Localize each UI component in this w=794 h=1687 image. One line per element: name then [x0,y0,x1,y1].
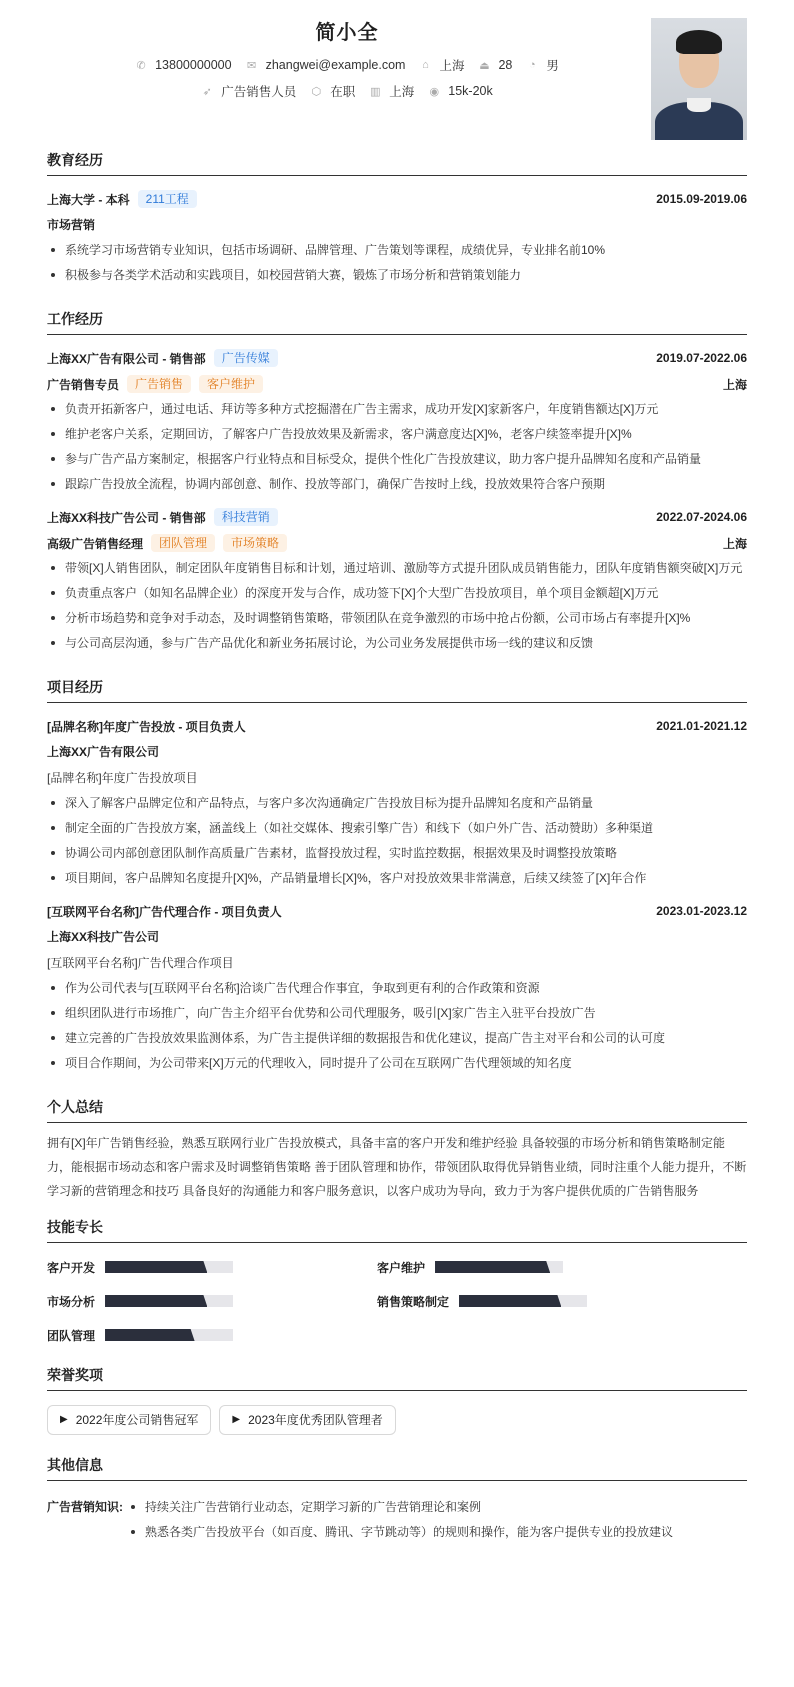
company-name: 上海XX科技广告公司 - 销售部 [47,510,206,525]
mail-icon: ✉ [246,59,257,72]
work-section [47,309,747,653]
bullet-item: 系统学习市场营销专业知识，包括市场调研、品牌管理、广告策划等课程，成绩优异，专业排名前10% [47,240,747,260]
section-title: 技能专长 [47,1217,747,1243]
skill-item [47,1325,377,1345]
bullet-item: 负责开拓新客户，通过电话、拜访等多种方式挖掘潜在广告主需求，成功开发[X]家新客户，年度销售额达[X]万元 [47,399,747,419]
job-date: 2019.07-2022.06 [656,351,747,365]
contact-text: 男 [546,59,559,73]
skill-name: 市场分析 [47,1294,96,1309]
entry-header [47,504,747,530]
profile-photo [651,18,747,140]
bullet-item: 维护老客户关系，定期回访，了解客户广告投放效果及新需求，客户满意度达[X]%，老客户续签率提升[X]% [47,424,747,444]
contact-item [478,56,512,74]
entry-header [47,345,747,371]
skill-bar [435,1261,563,1273]
contact-item [419,56,464,74]
section-title: 荣誉奖项 [47,1365,747,1391]
company-tag: 广告传媒 [214,349,278,367]
contact-item [526,56,559,74]
bullet-item: 积极参与各类学术活动和实践项目，如校园营销大赛，锻炼了市场分析和营销策划能力 [47,265,747,285]
skills-section [47,1217,747,1345]
age-icon: ⏏ [479,59,490,72]
contact-text: 广告销售人员 [221,85,297,99]
section-title: 项目经历 [47,677,747,703]
play-triangle-icon: ▶ [232,1414,241,1425]
company-group [47,508,278,526]
bullet-item: 协调公司内部创意团队制作高质量广告素材，监督投放过程，实时监控数据，根据效果及时调整投放策略 [47,843,747,863]
skill-name: 客户维护 [377,1260,426,1275]
contact-text: 15k-20k [448,84,493,98]
contact-text: 在职 [330,85,356,99]
contact-item [246,56,406,74]
entry-header [47,713,747,739]
bullet-item: 与公司高层沟通，参与广告产品优化和新业务拓展讨论，为公司业务发展提供市场一线的建议和反馈 [47,633,747,653]
role-tag: 客户维护 [199,375,263,393]
project-name: [互联网平台名称]广告代理合作 - 项目负责人 [47,904,282,919]
award-badge [219,1405,395,1435]
project-company: 上海XX科技广告公司 [47,930,160,944]
summary-text: 拥有[X]年广告销售经验，熟悉互联网行业广告投放模式，具备丰富的客户开发和维护经验 具备较强的市场分析和销售策略制定能力，能根据市场动态和客户需求及时调整销售策略 善于团队管理和协作，带领团队取得优异销售业绩，同时注重个人能力提升，不断学习新的营销理念和技巧 具备良好的沟通能力和客户服务意识，以客户成功为导向，致力于为客户提供优质的广告销售服务 [47,1136,747,1198]
section-title: 工作经历 [47,309,747,335]
contact-item [428,82,492,100]
role-tag: 团队管理 [151,534,215,552]
skill-name: 客户开发 [47,1260,96,1275]
bullet-item: 负责重点客户（如知名品牌企业）的深度开发与合作，成功签下[X]个大型广告投放项目，单个项目金额超[X]万元 [47,583,747,603]
bullet-item: 制定全面的广告投放方案，涵盖线上（如社交媒体、搜索引擎广告）和线下（如户外广告、活动赞助）多种渠道 [47,818,747,838]
job-date: 2022.07-2024.06 [656,510,747,524]
contact-text: 上海 [389,85,415,99]
skill-item [377,1257,747,1277]
status-icon: ⬡ [311,85,322,98]
project-company: 上海XX广告有限公司 [47,745,160,759]
home-icon: ⌂ [422,59,429,71]
skill-bar [105,1261,233,1273]
projects-section [47,677,747,1073]
contact-text: 上海 [439,59,465,73]
candidate-name: 简小全 [315,22,379,44]
skill-bar-fill [105,1295,207,1307]
contact-text: 28 [498,58,513,72]
role-tag: 市场策略 [223,534,287,552]
skill-name: 团队管理 [47,1328,96,1343]
contact-text: zhangwei@example.com [265,58,406,72]
section-title: 个人总结 [47,1097,747,1123]
job-city: 上海 [722,536,747,551]
role-name: 广告销售专员 [47,377,120,392]
contact-item [201,82,296,100]
role-group [47,375,263,393]
awards-section [47,1365,747,1435]
contact-item [135,56,231,74]
role-name: 高级广告销售经理 [47,536,144,551]
bullet-item: 组织团队进行市场推广，向广告主介绍平台优势和公司代理服务，吸引[X]家广告主入驻平台投放广告 [47,1003,747,1023]
role-row [47,371,747,397]
job-city: 上海 [722,377,747,392]
bullet-item: 项目期间，客户品牌知名度提升[X]%，产品销量增长[X]%，客户对投放效果非常满意，后续又续签了[X]年合作 [47,868,747,888]
bullet-item: 熟悉各类广告投放平台（如百度、腾讯、字节跳动等）的规则和操作，能为客户提供专业的投放建议 [127,1522,673,1542]
contact-item [369,82,414,100]
skill-bar [105,1329,233,1341]
contact-item [310,82,355,100]
phone-icon: ✆ [136,59,146,72]
edu-bullets [47,240,747,285]
work-entry [47,345,747,494]
project-bullets [47,978,747,1073]
resume-header [47,0,747,150]
skill-bar-fill [105,1261,207,1273]
section-title: 其他信息 [47,1455,747,1481]
job-bullets [47,399,747,494]
skill-bar-fill [459,1295,561,1307]
edu-date: 2015.09-2019.06 [656,192,747,206]
other-label: 广告营销知识: [47,1500,123,1514]
project-desc: [品牌名称]年度广告投放项目 [47,771,198,785]
skill-bar [105,1295,233,1307]
project-date: 2023.01-2023.12 [656,904,747,918]
job-intent-row [47,82,647,100]
major: 市场营销 [47,218,96,232]
contact-row [47,56,647,74]
role-group [47,534,287,552]
school-tag: 211工程 [138,190,197,208]
company-name: 上海XX广告有限公司 - 销售部 [47,351,206,366]
role-row [47,530,747,556]
bullet-item: 跟踪广告投放全流程，协调内部创意、制作、投放等部门，确保广告按时上线，投放效果符合客户预期 [47,474,747,494]
skill-item [47,1257,377,1277]
skill-bar-fill [105,1329,195,1341]
gender-icon: ◔ [529,59,536,71]
role-tag: 广告销售 [127,375,191,393]
other-section [47,1455,747,1547]
award-text: 2023年度优秀团队管理者 [248,1413,383,1427]
send-icon: ➶ [202,85,212,98]
bullet-item: 项目合作期间，为公司带来[X]万元的代理收入，同时提升了公司在互联网广告代理领域的知名度 [47,1053,747,1073]
skill-item [47,1291,377,1311]
project-date: 2021.01-2021.12 [656,719,747,733]
section-title: 教育经历 [47,150,747,176]
company-tag: 科技营销 [214,508,278,526]
project-bullets [47,793,747,888]
project-name: [品牌名称]年度广告投放 - 项目负责人 [47,719,246,734]
bullet-item: 深入了解客户品牌定位和产品特点，与客户多次沟通确定广告投放目标为提升品牌知名度和产品销量 [47,793,747,813]
award-badge [47,1405,211,1435]
school-name: 上海大学 - 本科 [47,192,130,207]
bullet-item: 带领[X]人销售团队，制定团队年度销售目标和计划，通过培训、激励等方式提升团队成员销售能力，团队年度销售额突破[X]万元 [47,558,747,578]
education-section [47,150,747,285]
skill-bar [459,1295,587,1307]
skill-bar-fill [435,1261,550,1273]
award-text: 2022年度公司销售冠军 [75,1413,199,1427]
contact-text: 13800000000 [155,58,232,72]
building-icon: ▥ [370,85,381,98]
company-group [47,349,278,367]
bullet-item: 持续关注广告营销行业动态，定期学习新的广告营销理论和案例 [127,1497,673,1517]
project-desc: [互联网平台名称]广告代理合作项目 [47,956,234,970]
project-entry [47,713,747,888]
entry-header [47,898,747,924]
project-entry [47,898,747,1073]
bullet-item: 参与广告产品方案制定，根据客户行业特点和目标受众，提供个性化广告投放建议，助力客户提升品牌知名度和产品销量 [47,449,747,469]
summary-section [47,1097,747,1203]
work-entry [47,504,747,653]
skill-item [377,1291,747,1311]
skill-name: 销售策略制定 [377,1294,450,1309]
bullet-item: 建立完善的广告投放效果监测体系，为广告主提供详细的数据报告和优化建议，提高广告主对平台和公司的认可度 [47,1028,747,1048]
bullet-item: 分析市场趋势和竞争对手动态，及时调整销售策略，带领团队在竞争激烈的市场中抢占份额，公司市场占有率提升[X]% [47,608,747,628]
bullet-item: 作为公司代表与[互联网平台名称]洽谈广告代理合作事宜，争取到更有利的合作政策和资源 [47,978,747,998]
play-triangle-icon: ▶ [60,1414,68,1425]
job-bullets [47,558,747,653]
salary-icon: ◉ [429,85,440,98]
